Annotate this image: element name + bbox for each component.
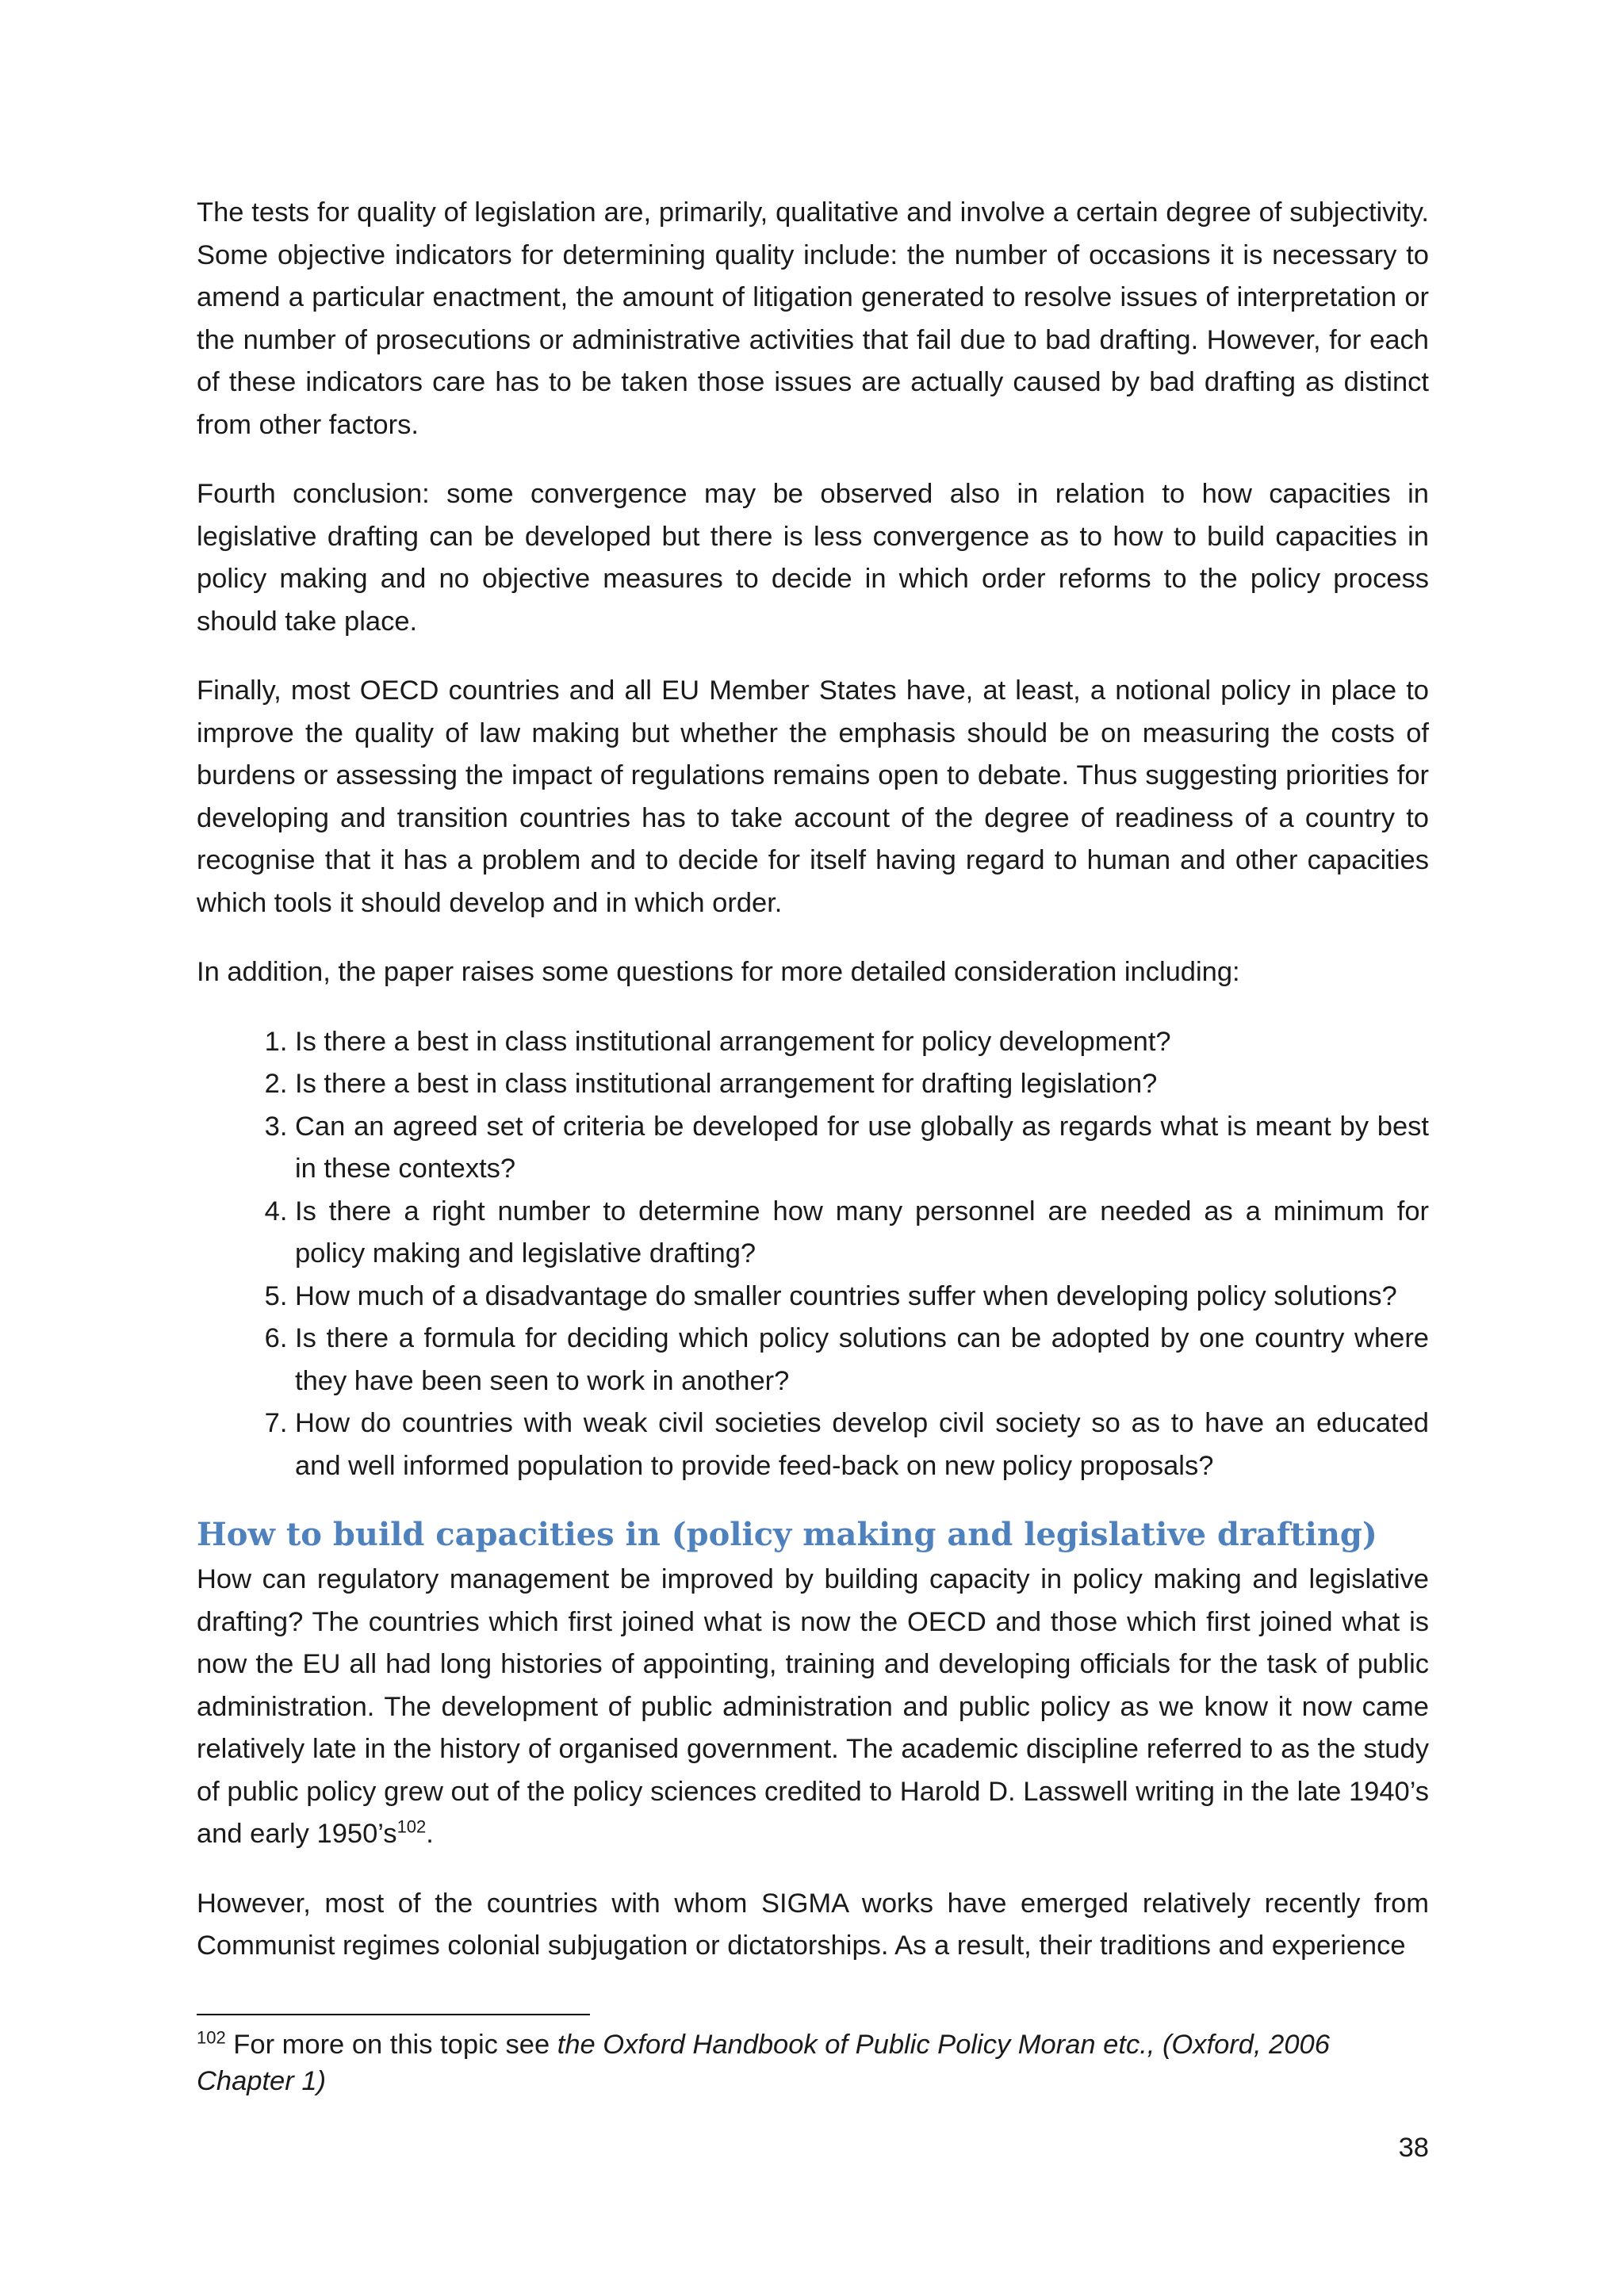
page-body [197,192,1429,1995]
footnote-text: For more on this topic see [225,2030,557,2060]
footnote-reference[interactable]: 102 [396,1816,427,1837]
list-item: 2. Is there a best in class institutional arrangement for drafting legislation? [295,1063,1429,1106]
list-item: 4. Is there a right number to determine how many personnel are needed as a minimum for policy making and legislative drafting? [295,1191,1429,1276]
paragraph-text: How can regulatory management be improved by building capacity in policy making and legislative drafting? The countries which first joined what is now the OECD and those which first joined what is now the EU all had long histories of appointing, training and developing officials for the task of public administration. The development of public administration and public policy as we know it now came relatively late in the history of organised government. The academic discipline referred to as the study of public policy grew out of the policy sciences credited to Harold D. Lasswell writing in the late 1940’s and early 1950’s [197,1564,1429,1849]
section-heading: How to build capacities in (policy making and legislative drafting) [197,1516,1377,1553]
paragraph-finally: Finally, most OECD countries and all EU Member States have, at least, a notional policy in place to improve the quality of law making but whether the emphasis should be on measuring the costs of burdens or assessing the impact of regulations remains open to debate. Thus suggesting priorities for developing and transition countries has to take account of the degree of readiness of a country to recognise that it has a problem and to decide for itself having regard to human and other capacities which tools it should develop and in which order. [197,675,1429,918]
paragraph-fourth-conclusion: Fourth conclusion: some convergence may be observed also in relation to how capacities in legislative drafting can be developed but there is less convergence as to how to build capacities in policy making and no objective measures to decide in which order reforms to the policy process should take place. [197,479,1429,637]
paragraph-sigma-countries: However, most of the countries with whom SIGMA works have emerged relatively recently from Communist regimes colonial subjugation or dictatorships. As a result, their traditions and experience [197,1888,1429,1961]
footnote-citation: the Oxford Handbook of Public Policy Moran etc., (Oxford, 2006 Chapter 1) [197,2030,1330,2096]
footnote-number: 102 [197,2027,226,2048]
list-item: 5. How much of a disadvantage do smaller countries suffer when developing policy solutions? [295,1276,1429,1318]
list-item: 3. Can an agreed set of criteria be developed for use globally as regards what is meant by best in these contexts? [295,1106,1429,1191]
list-item: 1. Is there a best in class institutional arrangement for policy development? [295,1021,1429,1064]
paragraph-regulatory-management [197,1559,1429,1856]
list-item: 7. How do countries with weak civil societies develop civil society so as to have an educated and well informed population to provide feed-back on new policy proposals? [295,1402,1429,1487]
paragraph-end: . [426,1819,434,1849]
paragraph-in-addition: In addition, the paper raises some questions for more detailed consideration including: [197,957,1240,987]
questions-list [197,1021,1429,1488]
list-item: 6. Is there a formula for deciding which policy solutions can be adopted by one country where they have been seen to work in another? [295,1318,1429,1402]
page-number: 38 [1398,2133,1429,2163]
footnote [197,2026,1429,2099]
paragraph-quality-tests: The tests for quality of legislation are, primarily, qualitative and involve a certain degree of subjectivity. Some objective indicators for determining quality include: the number of occasions it is necessary to amend a particular enactment, the amount of litigation generated to resolve issues of interpretation or the number of prosecutions or administrative activities that fail due to bad drafting. However, for each of these indicators care has to be taken those issues are actually caused by bad drafting as distinct from other factors. [197,197,1429,440]
footnote-divider [197,2014,590,2015]
